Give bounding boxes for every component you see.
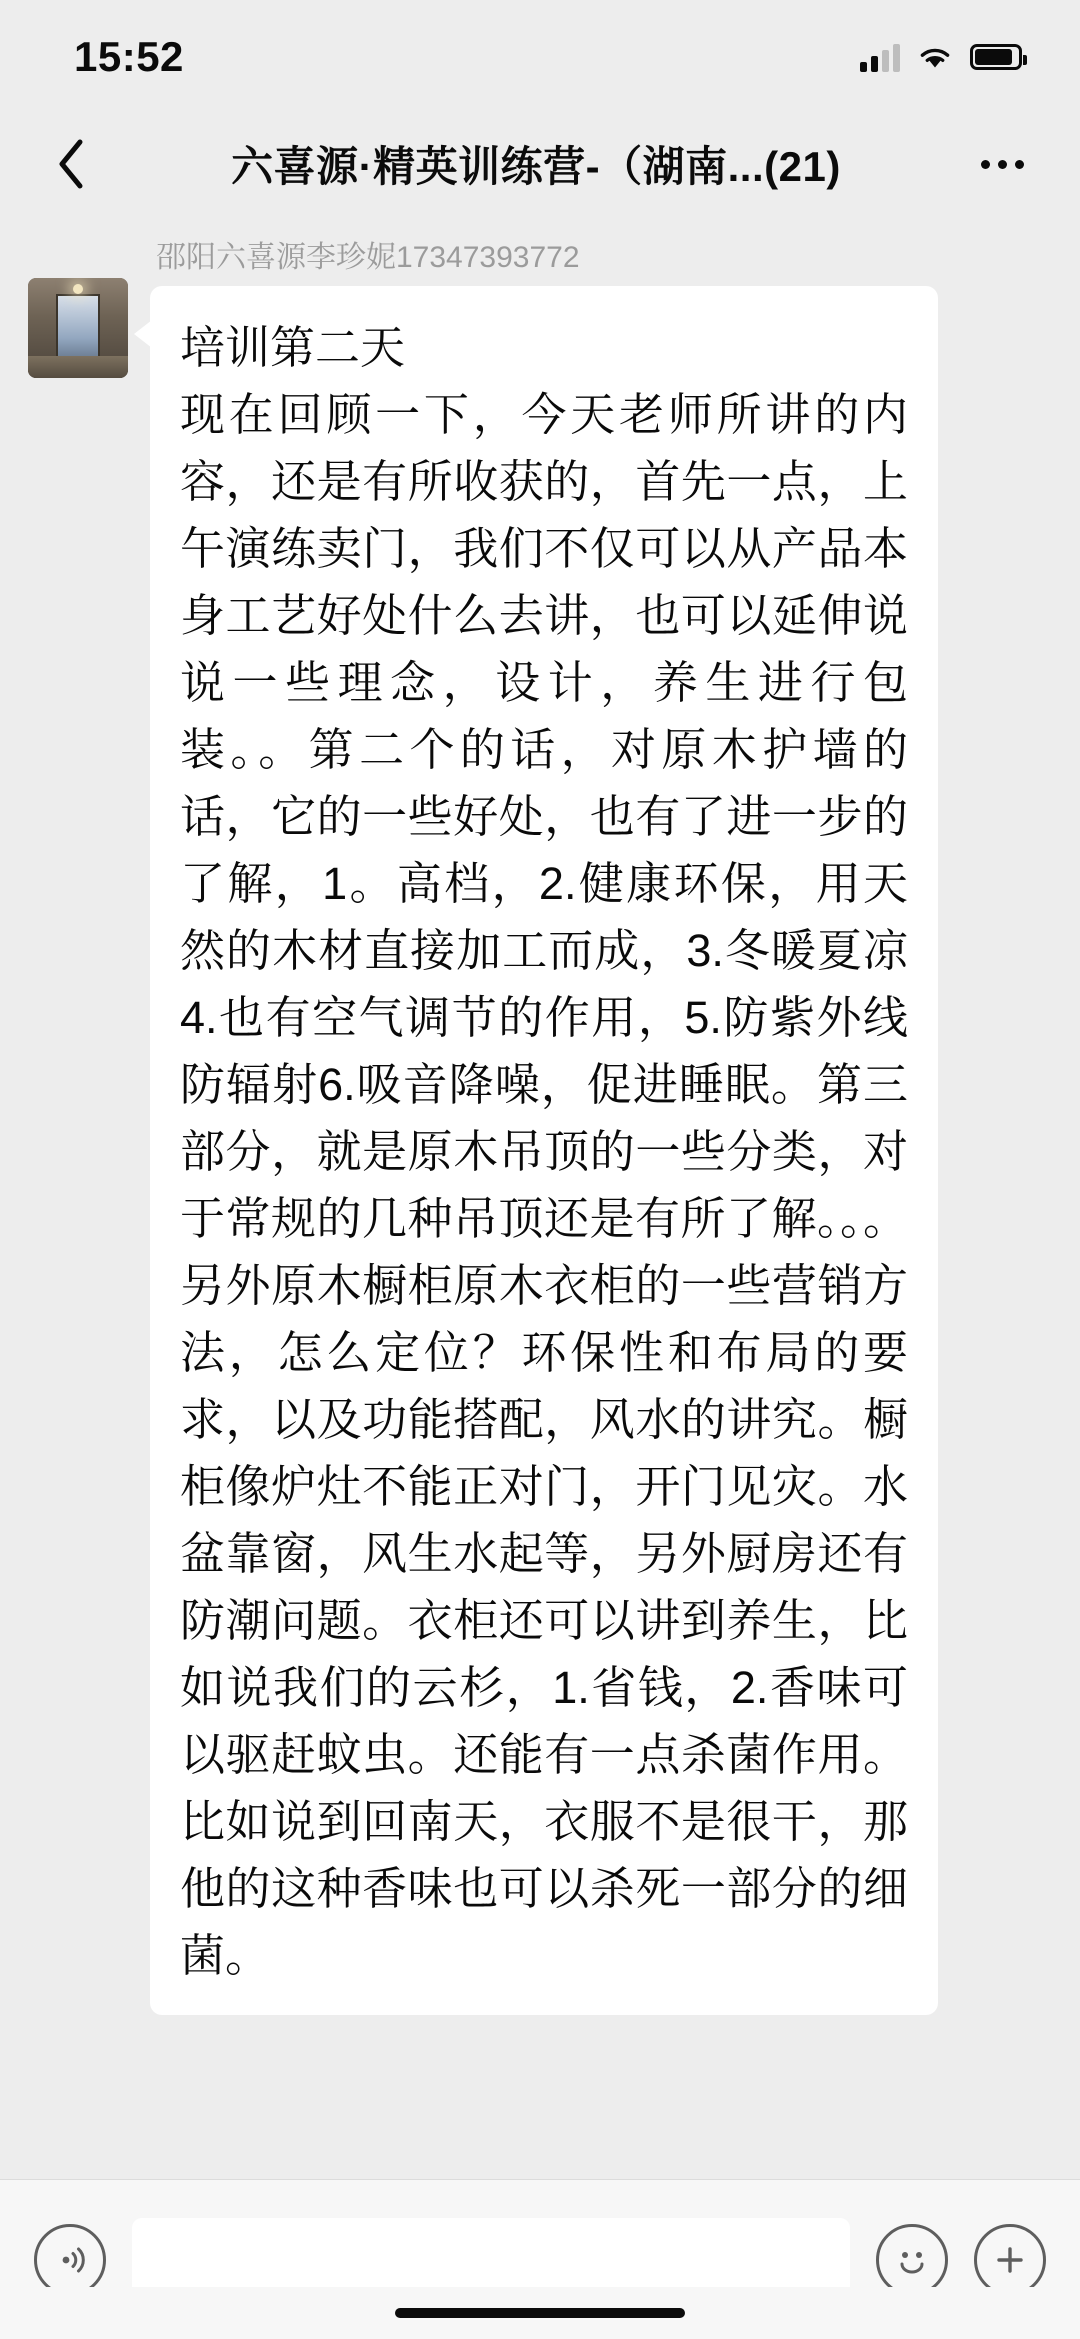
wifi-icon (916, 43, 954, 71)
message-bubble[interactable] (150, 286, 938, 2015)
sender-name: 邵阳六喜源李珍妮17347393772 (156, 241, 580, 274)
plus-icon[interactable] (974, 2224, 1046, 2296)
message-title-line: 培训第二天 (180, 322, 406, 373)
message-content (150, 234, 938, 2015)
message-body: 现在回顾一下，今天老师所讲的内容，还是有所收获的，首先一点，上午演练卖门，我们不仅可以从产品本身工艺好处什么去讲，也可以延伸说说一些理念，设计，养生进行包装。。第二个的话，对原木护墙的话，它的一些好处，也有了进一步的了解，1。高档，2.健康环保，用天然的木材直接加工而成，3.冬暖夏凉4.也有空气调节的作用，5.防紫外线防辐射6.吸音降噪，促进睡眠。第三部分，就是原木吊顶的一些分类，对于常规的几种吊顶还是有所了解。。。另外原木橱柜原木衣柜的一些营销方法，怎么定位？环保性和布局的要求，以及功能搭配，风水的讲究。橱柜像炉灶不能正对门，开门见灾。水盆靠窗，风生水起等，另外厨房还有防潮问题。衣柜还可以讲到养生，比如说我们的云杉，1.省钱，2.香味可以驱赶蚊虫。还能有一点杀菌作用。比如说到回南天，衣服不是很干，那他的这种香味也可以杀死一部分的细菌。 (180, 389, 908, 1981)
back-button[interactable] (40, 133, 102, 195)
message-list[interactable] (0, 220, 1080, 2179)
battery-icon (970, 44, 1022, 70)
avatar[interactable] (28, 278, 128, 378)
message-item (0, 234, 1080, 2015)
navigation-bar (0, 108, 1080, 220)
home-indicator[interactable] (395, 2308, 685, 2318)
page-title: 六喜源·精英训练营-（湖南...(21) (231, 143, 841, 190)
status-indicators (860, 42, 1022, 72)
emoji-icon[interactable] (876, 2224, 948, 2296)
more-options-icon[interactable] (970, 132, 1034, 196)
cellular-signal-icon (860, 42, 900, 72)
status-time: 15:52 (74, 33, 184, 80)
status-bar (0, 0, 1080, 108)
voice-input-icon[interactable] (34, 2224, 106, 2296)
home-indicator-area (0, 2287, 1080, 2339)
